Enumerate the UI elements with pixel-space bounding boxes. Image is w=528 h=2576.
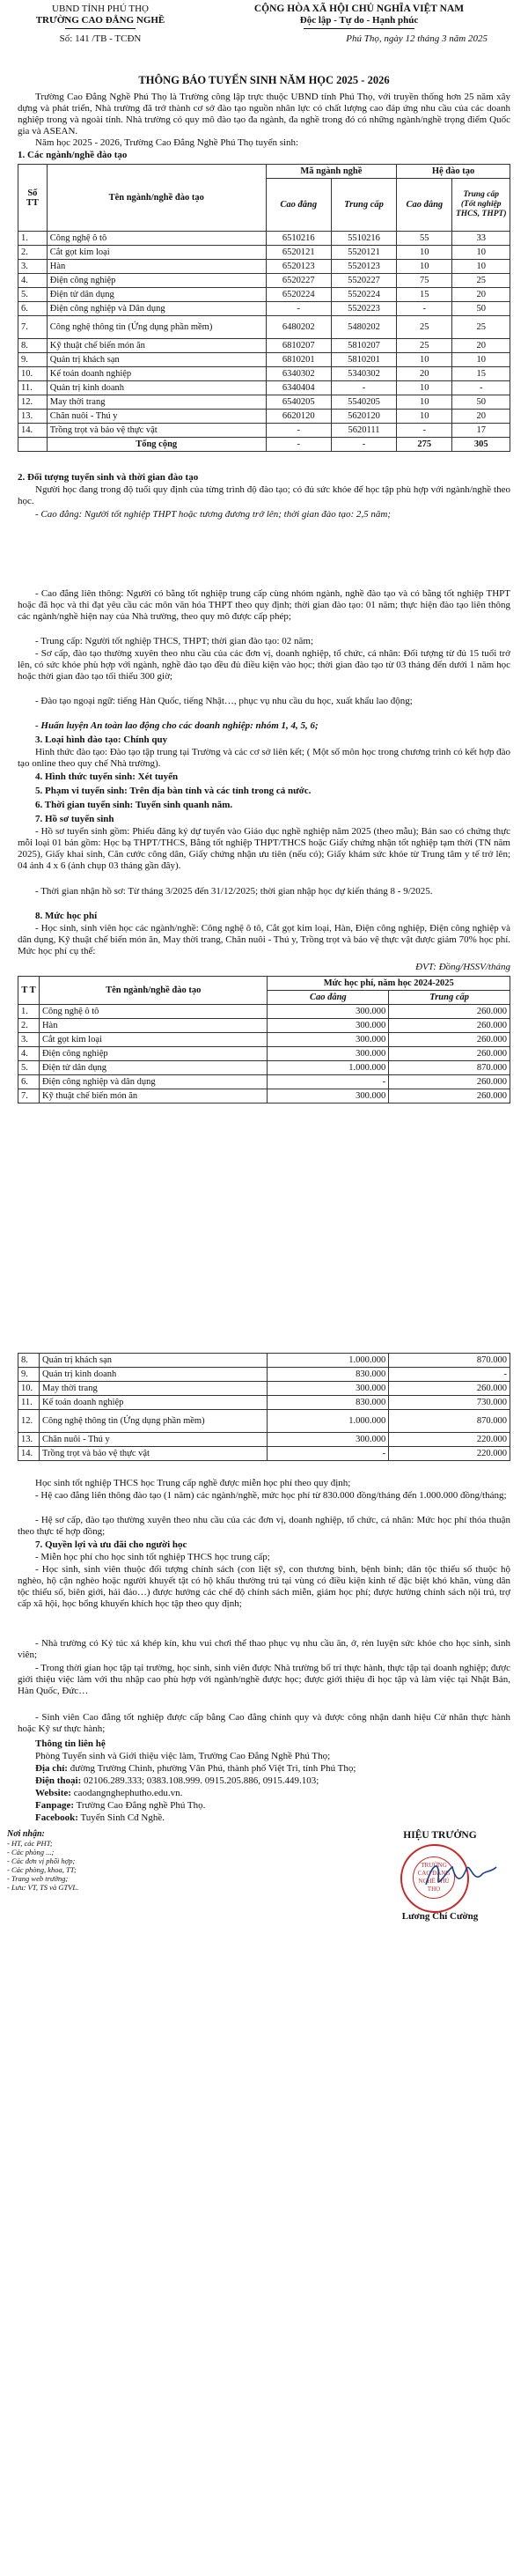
cell-fee-tc: 260.000 [389,1033,510,1047]
cell-stt: 12. [18,395,48,410]
cell-name: Trồng trọt và bảo vệ thực vật [47,424,266,438]
contact-facebook: Tuyển Sinh Cđ Nghề. [80,1812,165,1823]
cell-quota-cd: 10 [397,353,452,367]
cell-fee-tc: 260.000 [389,1047,510,1061]
cell-quota-tc: 20 [452,288,510,302]
table-row [18,1089,510,1103]
cell-quota-tc: 25 [452,316,510,339]
cell-fee-cd: 300.000 [268,1033,389,1047]
cell-stt: 10. [18,1382,40,1396]
cell-code-tc: 5520123 [331,260,396,274]
cell-fee-cd: 300.000 [268,1047,389,1061]
s2-p3: - Cao đẳng liên thông: Người có bằng tốt nghiệp trung cấp cùng nhóm ngành, nghề đào tạo và có bằng tốt nghiệp THPT hoặc đã học và thi đạt yêu cầu các môn văn hóa THPT theo quy định; thời gian đào tạo: 01 năm; thực hiện đào tạo liên thông các ngành/nghề hiện nay của Nhà trường, theo quy mô được cấp phép; [18,588,510,622]
th-code-cd: Cao đẳng [266,179,331,232]
section-rights-heading: 7. Quyền lợi và ưu đãi cho người học [35,1539,187,1550]
s3-p1: Hình thức đào tạo: Đào tạo tập trung tại Trường và các cơ sở liên kết; ( Một số môn học trong chương trình có kết hợp đào tạo online theo quy chế Nhà trường). [18,747,510,769]
contact-line-1: Phòng Tuyển sinh và Giới thiệu việc làm, Trường Cao Đẳng Nghề Phú Thọ; [35,1751,331,1761]
cell-quota-cd: 55 [397,232,452,246]
document-header [0,4,528,67]
total-cd: - [266,438,331,452]
cell-fee-tc: - [389,1368,510,1382]
cell-fee-cd: 300.000 [268,1019,389,1033]
section-3-heading: 3. Loại hình đào tạo: Chính quy [35,734,168,745]
cell-name: Quản trị kinh doanh [47,381,266,395]
cell-name: Cắt gọt kim loại [47,246,266,260]
cell-name: Hàn [39,1019,267,1033]
table-row [18,1396,510,1410]
cell-code-cd: 6510216 [266,232,331,246]
cell-name: Cắt gọt kim loại [39,1033,267,1047]
fee-th-fee: Mức học phí, năm học 2024-2025 [268,977,510,991]
p3-e: - Học sinh, sinh viên thuộc đối tượng chính sách (con liệt sỹ, con thương binh, bệnh binh; dân tộc thiểu số thuộc hộ nghèo, hộ cận nghèo hoặc người khuyết tật có hộ khẩu thường trú tại vùng có điều kiện kinh tế đặc biệt khó khăn, vùng dân tộc thiểu số, biên giới, hải đảo…) được hưởng các chế độ chính sách miễn, giảm học phí; được hưởng chính sách nội trú, trợ cấp xã hội, học bổng khuyến khích học tập theo quy định; [18,1564,510,1609]
cell-stt: 11. [18,381,48,395]
recipient-item: - Lưu: VT, TS và GTVL. [7,1883,79,1892]
cell-code-cd: 6340302 [266,367,331,381]
table-row [18,260,510,274]
cell-code-tc: 5520224 [331,288,396,302]
cell-fee-tc: 870.000 [389,1410,510,1433]
contact-line-6 [18,1812,510,1824]
contact-heading: Thông tin liên hệ [35,1738,106,1749]
total-tc: - [331,438,396,452]
section-7-heading: 7. Hồ sơ tuyển sinh [35,814,114,824]
cell-stt: 7. [18,316,48,339]
cell-stt: 2. [18,246,48,260]
cell-code-tc: 5340302 [331,367,396,381]
table-row [18,1075,510,1089]
s2-p4: - Trung cấp: Người tốt nghiệp THCS, THPT; thời gian đào tạo: 02 năm; [35,636,314,646]
cell-name: Điện công nghiệp [39,1047,267,1061]
cell-code-cd: 6540205 [266,395,331,410]
page-3 [0,1347,528,2576]
contact-line-2 [18,1763,510,1775]
cell-fee-tc: 220.000 [389,1433,510,1447]
cell-quota-cd: 20 [397,367,452,381]
cell-stt: 5. [18,1061,40,1075]
p3-a: Học sinh tốt nghiệp THCS học Trung cấp nghề được miễn học phí theo quy định; [35,1478,351,1488]
cell-stt: 13. [18,1433,40,1447]
s2-p1: Người học đang trong độ tuổi quy định của từng trình độ đào tạo; có đủ sức khỏe để học tập phù hợp với ngành/nghề theo học. [18,484,510,506]
contact-line-4 [18,1788,510,1799]
cell-name: Hàn [47,260,266,274]
cell-name: Điện tử dân dụng [39,1061,267,1075]
cell-stt: 4. [18,1047,40,1061]
cell-quota-cd: 10 [397,410,452,424]
cell-fee-tc: 260.000 [389,1075,510,1089]
cell-stt: 1. [18,1005,40,1019]
cell-name: Quản trị khách sạn [47,353,266,367]
cell-code-cd: 6520121 [266,246,331,260]
recipient-item: - HT, các PHT; [7,1839,53,1848]
cell-code-tc: 5540205 [331,395,396,410]
cell-stt: 5. [18,288,48,302]
cell-quota-cd: 10 [397,246,452,260]
cell-fee-tc: 260.000 [389,1005,510,1019]
cell-quota-tc: - [452,381,510,395]
table-row [18,316,510,339]
cell-code-cd: 6480202 [266,316,331,339]
cell-quota-tc: 10 [452,246,510,260]
table-row [18,1410,510,1433]
cell-code-cd: 6620120 [266,410,331,424]
cell-name: Trồng trọt và bảo vệ thực vật [39,1447,267,1461]
table-row [18,339,510,353]
cell-code-tc: 5810201 [331,353,396,367]
recipients-title: Nơi nhận: [7,1829,45,1839]
cell-fee-cd: 300.000 [268,1382,389,1396]
contact-website-label: Website: [35,1788,71,1798]
recipient-item: - Các đơn vị phối hợp; [7,1856,76,1865]
p3-g: - Trong thời gian học tập tại trường, học sinh, sinh viên được Nhà trường bố trí thực hành, thực tập tại doanh nghiệp; được giới thiệu việc làm với thu nhập cao phù hợp với ngành/nghề được học; được giới thiệu đi học tập và làm việc tại Nhật Bản, Hàn Quốc, Đức… [18,1663,510,1696]
signer-title: HIỆU TRƯỞNG [403,1830,477,1841]
cell-fee-cd: - [268,1447,389,1461]
cell-name: Công nghệ thông tin (Ứng dụng phần mềm) [47,316,266,339]
cell-code-tc: 5520227 [331,274,396,288]
recipient-item: - Trang web trường; [7,1874,69,1883]
org-line-1: UBND TỈNH PHÚ THỌ [52,4,149,14]
th-program-name: Tên ngành/nghề đào tạo [47,165,266,232]
fee-th-cd: Cao đẳng [268,991,389,1005]
cell-code-tc: - [331,381,396,395]
cell-code-tc: 5520223 [331,302,396,316]
cell-quota-cd: 15 [397,288,452,302]
cell-fee-tc: 870.000 [389,1061,510,1075]
cell-quota-cd: - [397,302,452,316]
cell-stt: 8. [18,1354,40,1368]
fee-th-name: Tên ngành/nghề đào tạo [39,977,267,1005]
cell-fee-cd: 830.000 [268,1368,389,1382]
cell-stt: 3. [18,260,48,274]
cell-name: Điện công nghiệp [47,274,266,288]
doc-number: Số: 141 /TB - TCĐN [59,33,142,44]
cell-stt: 2. [18,1019,40,1033]
th-system: Hệ đào tạo [397,165,510,179]
table-row [18,1433,510,1447]
cell-code-tc: 5810207 [331,339,396,353]
signer-name: Lương Chí Cường [401,1911,479,1922]
cell-stt: 6. [18,302,48,316]
cell-fee-tc: 260.000 [389,1089,510,1103]
th-sys-tc: Trung cấp (Tốt nghiệp THCS, THPT) [452,179,510,232]
cell-stt: 13. [18,410,48,424]
cell-name: Công nghệ ô tô [47,232,266,246]
cell-name: May thời trang [39,1382,267,1396]
total-label: Tổng cộng [47,438,266,452]
section-4-heading: 4. Hình thức tuyển sinh: Xét tuyển [35,771,179,782]
cell-name: Chăn nuôi - Thú y [39,1433,267,1447]
cell-stt: 9. [18,1368,40,1382]
cell-quota-cd: 75 [397,274,452,288]
cell-fee-tc: 260.000 [389,1019,510,1033]
fee-th-tc: Trung cấp [389,991,510,1005]
table-row [18,288,510,302]
cell-stt: 8. [18,339,48,353]
cell-stt: 4. [18,274,48,288]
page-1 [0,0,528,1229]
cell-quota-cd: 10 [397,395,452,410]
cell-fee-cd: 300.000 [268,1005,389,1019]
cell-code-tc: 5620111 [331,424,396,438]
cell-quota-tc: 10 [452,260,510,274]
contact-website[interactable]: caodangnghephutho.edu.vn. [73,1788,183,1798]
cell-quota-tc: 50 [452,302,510,316]
intro-line-2: Năm học 2025 - 2026, Trường Cao Đẳng Nghề Phú Thọ tuyển sinh: [35,137,299,148]
seal-text: TRƯỜNG CAO ĐẲNG NGHỀ PHÚ THỌ [413,1856,455,1899]
cell-code-tc: 5510216 [331,232,396,246]
cell-quota-tc: 33 [452,232,510,246]
table-row [18,381,510,395]
cell-quota-tc: 50 [452,395,510,410]
cell-fee-tc: 870.000 [389,1354,510,1368]
cell-quota-tc: 10 [452,353,510,367]
cell-stt: 9. [18,353,48,367]
cell-fee-tc: 220.000 [389,1447,510,1461]
contact-fanpage: Trường Cao Đẳng nghề Phú Thọ. [76,1800,206,1811]
cell-name: May thời trang [47,395,266,410]
cell-fee-tc: 260.000 [389,1382,510,1396]
s7-p2: - Thời gian nhận hồ sơ: Từ tháng 3/2025 đến 31/12/2025; thời gian nhập học dự kiến tháng 8 - 9/2025. [35,886,433,897]
contact-phone: 02106.289.333; 0383.108.999. 0915.205.886, 0915.449.103; [84,1775,319,1786]
cell-fee-cd: 1.000.000 [268,1061,389,1075]
cell-name: Công nghệ ô tô [39,1005,267,1019]
cell-code-cd: 6340404 [266,381,331,395]
section-5-heading: 5. Phạm vi tuyển sinh: Trên địa bàn tỉnh và các tỉnh trong cả nước. [35,786,312,796]
table-row [18,410,510,424]
cell-fee-tc: 730.000 [389,1396,510,1410]
cell-code-tc: 5480202 [331,316,396,339]
table-row [18,424,510,438]
recipient-item: - Các phòng ...; [7,1848,55,1856]
cell-code-cd: 6520227 [266,274,331,288]
cell-stt: 11. [18,1396,40,1410]
unit-label: ĐVT: Đồng/HSSV/tháng [415,962,510,972]
cell-fee-cd: 1.000.000 [268,1410,389,1433]
cell-quota-tc: 20 [452,339,510,353]
table-row [18,1005,510,1019]
cell-quota-tc: 15 [452,367,510,381]
th-stt: Số TT [18,165,48,232]
cell-stt: 10. [18,367,48,381]
table-row [18,367,510,381]
section-8-heading: 8. Mức học phí [35,911,98,921]
cell-quota-cd: 10 [397,260,452,274]
contact-address-label: Địa chỉ: [35,1763,68,1774]
th-code-tc: Trung cấp [331,179,396,232]
fee-th-stt: T T [18,977,40,1005]
cell-quota-tc: 20 [452,410,510,424]
fee-table-2 [18,1353,510,1461]
cell-quota-cd: 10 [397,381,452,395]
table-row [18,246,510,260]
contact-line-3 [18,1775,510,1787]
table-row [18,302,510,316]
cell-stt: 14. [18,1447,40,1461]
table-row [18,1447,510,1461]
signature-mark [421,1855,500,1895]
cell-name: Công nghệ thông tin (Ứng dụng phần mềm) [39,1410,267,1433]
p3-h: - Sinh viên Cao đẳng tốt nghiệp được cấp bằng Cao đẳng chính quy và được công nhận danh hiệu Cử nhân thực hành hoặc Kỹ sư thực hành; [18,1712,510,1734]
cell-quota-tc: 25 [452,274,510,288]
cell-name: Chăn nuôi - Thú y [47,410,266,424]
p3-f: - Nhà trường có Ký túc xá khép kín, khu vui chơi thể thao phục vụ nhu cầu ăn, ở, rèn luyện sức khỏe cho học sinh, sinh viên; [18,1638,510,1660]
cell-code-cd: 6810207 [266,339,331,353]
cell-code-cd: 6810201 [266,353,331,367]
recipients-block [7,1830,148,1892]
intro-paragraph: Trường Cao Đẳng Nghề Phú Thọ là Trường công lập trực thuộc UBND tỉnh Phú Thọ, với truyền thống hơn 25 năm xây dựng và phát triển, Nhà trường đã trở thành cơ sở đào tạo nguồn nhân lực có chất lượng cao đáp ứng nhu cầu của các doanh nghiệp trong và ngoài tỉnh. Nhà trường có quy mô đào tạo đa ngành, đa nghề trong đó có những ngành/nghề trọng điểm Quốc gia và ASEAN. [18,92,510,137]
contact-fanpage-label: Fanpage: [35,1800,74,1811]
cell-code-tc: 5620120 [331,410,396,424]
cell-name: Quản trị khách sạn [39,1354,267,1368]
cell-stt: 6. [18,1075,40,1089]
cell-name: Kế toán doanh nghiệp [39,1396,267,1410]
motto-underline [304,28,414,29]
cell-name: Kỹ thuật chế biến món ăn [39,1089,267,1103]
s7-p1: - Hồ sơ tuyển sinh gồm: Phiếu đăng ký dự tuyển vào Giáo dục nghề nghiệp năm 2025 (theo mẫu); Bản sao có chứng thực mỗi loại 01 bản gồm: Học bạ THPT/THCS, Bằng tốt nghiệp THPT/THCS hoặc Giấy chứng nhận tốt nghiệp tạm thời (TN năm 2025), Giấy khai sinh, Căn cước công dân, Giấy chứng nhận ưu tiên (nếu có); Giấy khám sức khỏe từ Trung tâm y tế trở lên; 04 ảnh 4 x 6 (ảnh chụp 03 tháng gần đây). [18,826,510,871]
table-row [18,274,510,288]
cell-quota-cd: - [397,424,452,438]
cell-quota-cd: 25 [397,316,452,339]
s2-p2: - Cao đẳng: Người tốt nghiệp THPT hoặc tương đương trở lên; thời gian đào tạo: 2,5 năm; [35,509,392,520]
total-n1: 275 [397,438,452,452]
table-row [18,1033,510,1047]
contact-line-5 [18,1800,510,1812]
s2-p5: - Sơ cấp, đào tạo thường xuyên theo nhu cầu của các đơn vị, doanh nghiệp, tổ chức, cá nhân: Đối tượng từ đủ 15 tuổi trở lên, có sức khỏe phù hợp với ngành, nghề đào tạo đều đủ điều kiện vào học; thời gian đào tạo từ 03 tháng đến dưới 1 năm học hoặc thời gian đào tạo tối thiểu 300 giờ; [18,648,510,682]
table-row [18,1047,510,1061]
p3-c: - Hệ sơ cấp, đào tạo thường xuyên theo nhu cầu của các đơn vị, doanh nghiệp, tổ chức, cá nhân: Mức học phí thỏa thuận theo thực tế hợp đồng; [18,1515,510,1537]
fee-table-1 [18,976,510,1103]
table-row [18,1368,510,1382]
issuer-underline [65,28,136,29]
cell-fee-cd: 1.000.000 [268,1354,389,1368]
recipients-list [7,1839,148,1892]
nation-block [195,4,523,45]
contact-address: đường Trường Chinh, phường Vân Phú, thành phố Việt Trì, tỉnh Phú Thọ; [70,1763,356,1774]
cell-stt: 7. [18,1089,40,1103]
contact-phone-label: Điện thoại: [35,1775,82,1786]
th-sys-cd: Cao đẳng [397,179,452,232]
section-6-heading: 6. Thời gian tuyển sinh: Tuyển sinh quanh năm. [35,800,233,810]
table-row [18,395,510,410]
cell-name: Quản trị kinh doanh [39,1368,267,1382]
table-row [18,1019,510,1033]
programs-table [18,164,510,452]
cell-name: Điện công nghiệp và Dân dụng [47,302,266,316]
table-row [18,1061,510,1075]
cell-code-cd: - [266,424,331,438]
cell-name: Kỹ thuật chế biến món ăn [47,339,266,353]
total-stt-cell [18,438,48,452]
cell-quota-tc: 17 [452,424,510,438]
doc-title: THÔNG BÁO TUYỂN SINH NĂM HỌC 2025 - 2026 [138,74,390,86]
s8-p1: - Học sinh, sinh viên học các ngành/nghề: Công nghệ ô tô, Cắt gọt kim loại, Hàn, Điện công nghiệp, Điện công nghiệp và dân dụng, Kỹ thuật chế biến món ăn, May thời trang, Chăn nuôi - Thú y, Trồng trọt và bảo vệ thực vật được giảm 70% học phí. Mức học phí cụ thể: [18,923,510,956]
cell-name: Điện tử dân dụng [47,288,266,302]
table-row [18,232,510,246]
cell-name: Kế toán doanh nghiệp [47,367,266,381]
date-line: Phú Thọ, ngày 12 tháng 3 năm 2025 [346,33,488,44]
table-row [18,1382,510,1396]
cell-fee-cd: 300.000 [268,1433,389,1447]
th-code: Mã ngành nghề [266,165,396,179]
total-n2: 305 [452,438,510,452]
cell-stt: 1. [18,232,48,246]
cell-code-tc: 5520121 [331,246,396,260]
cell-quota-cd: 25 [397,339,452,353]
table-row [18,353,510,367]
p3-d: - Miễn học phí cho học sinh tốt nghiệp THCS học trung cấp; [35,1552,270,1562]
cell-name: Điện công nghiệp và dân dụng [39,1075,267,1089]
recipient-item: - Các phòng, khoa, TT; [7,1865,77,1874]
cell-fee-cd: - [268,1075,389,1089]
section-2-heading: 2. Đối tượng tuyển sinh và thời gian đào tạo [18,472,199,483]
cell-fee-cd: 830.000 [268,1396,389,1410]
cell-fee-cd: 300.000 [268,1089,389,1103]
contact-facebook-label: Facebook: [35,1812,78,1823]
p3-b: - Hệ cao đẳng liên thông đào tạo (1 năm) các ngành/nghề, mức học phí từ 830.000 đồng/tháng đến 1.000.000 đồng/tháng; [35,1490,507,1501]
org-line-2: TRƯỜNG CAO ĐẲNG NGHỀ [35,15,165,26]
cell-code-cd: 6520123 [266,260,331,274]
cell-code-cd: 6520224 [266,288,331,302]
cell-stt: 14. [18,424,48,438]
cell-code-cd: - [266,302,331,316]
issuer-block [12,4,188,45]
cell-stt: 12. [18,1410,40,1433]
cell-stt: 3. [18,1033,40,1047]
s2-p6: - Đào tạo ngoại ngữ: tiếng Hàn Quốc, tiếng Nhật…, phục vụ nhu cầu du học, xuất khẩu lao động; [35,696,413,706]
nation-line: CỘNG HÒA XÃ HỘI CHỦ NGHĨA VIỆT NAM [253,4,465,14]
section-1-heading: 1. Các ngành/nghề đào tạo [18,150,128,160]
motto-line: Độc lập - Tự do - Hạnh phúc [299,15,419,26]
table-row [18,1354,510,1368]
s2-p7: - Huấn luyện An toàn lao động cho các doanh nghiệp: nhóm 1, 4, 5, 6; [35,720,319,731]
